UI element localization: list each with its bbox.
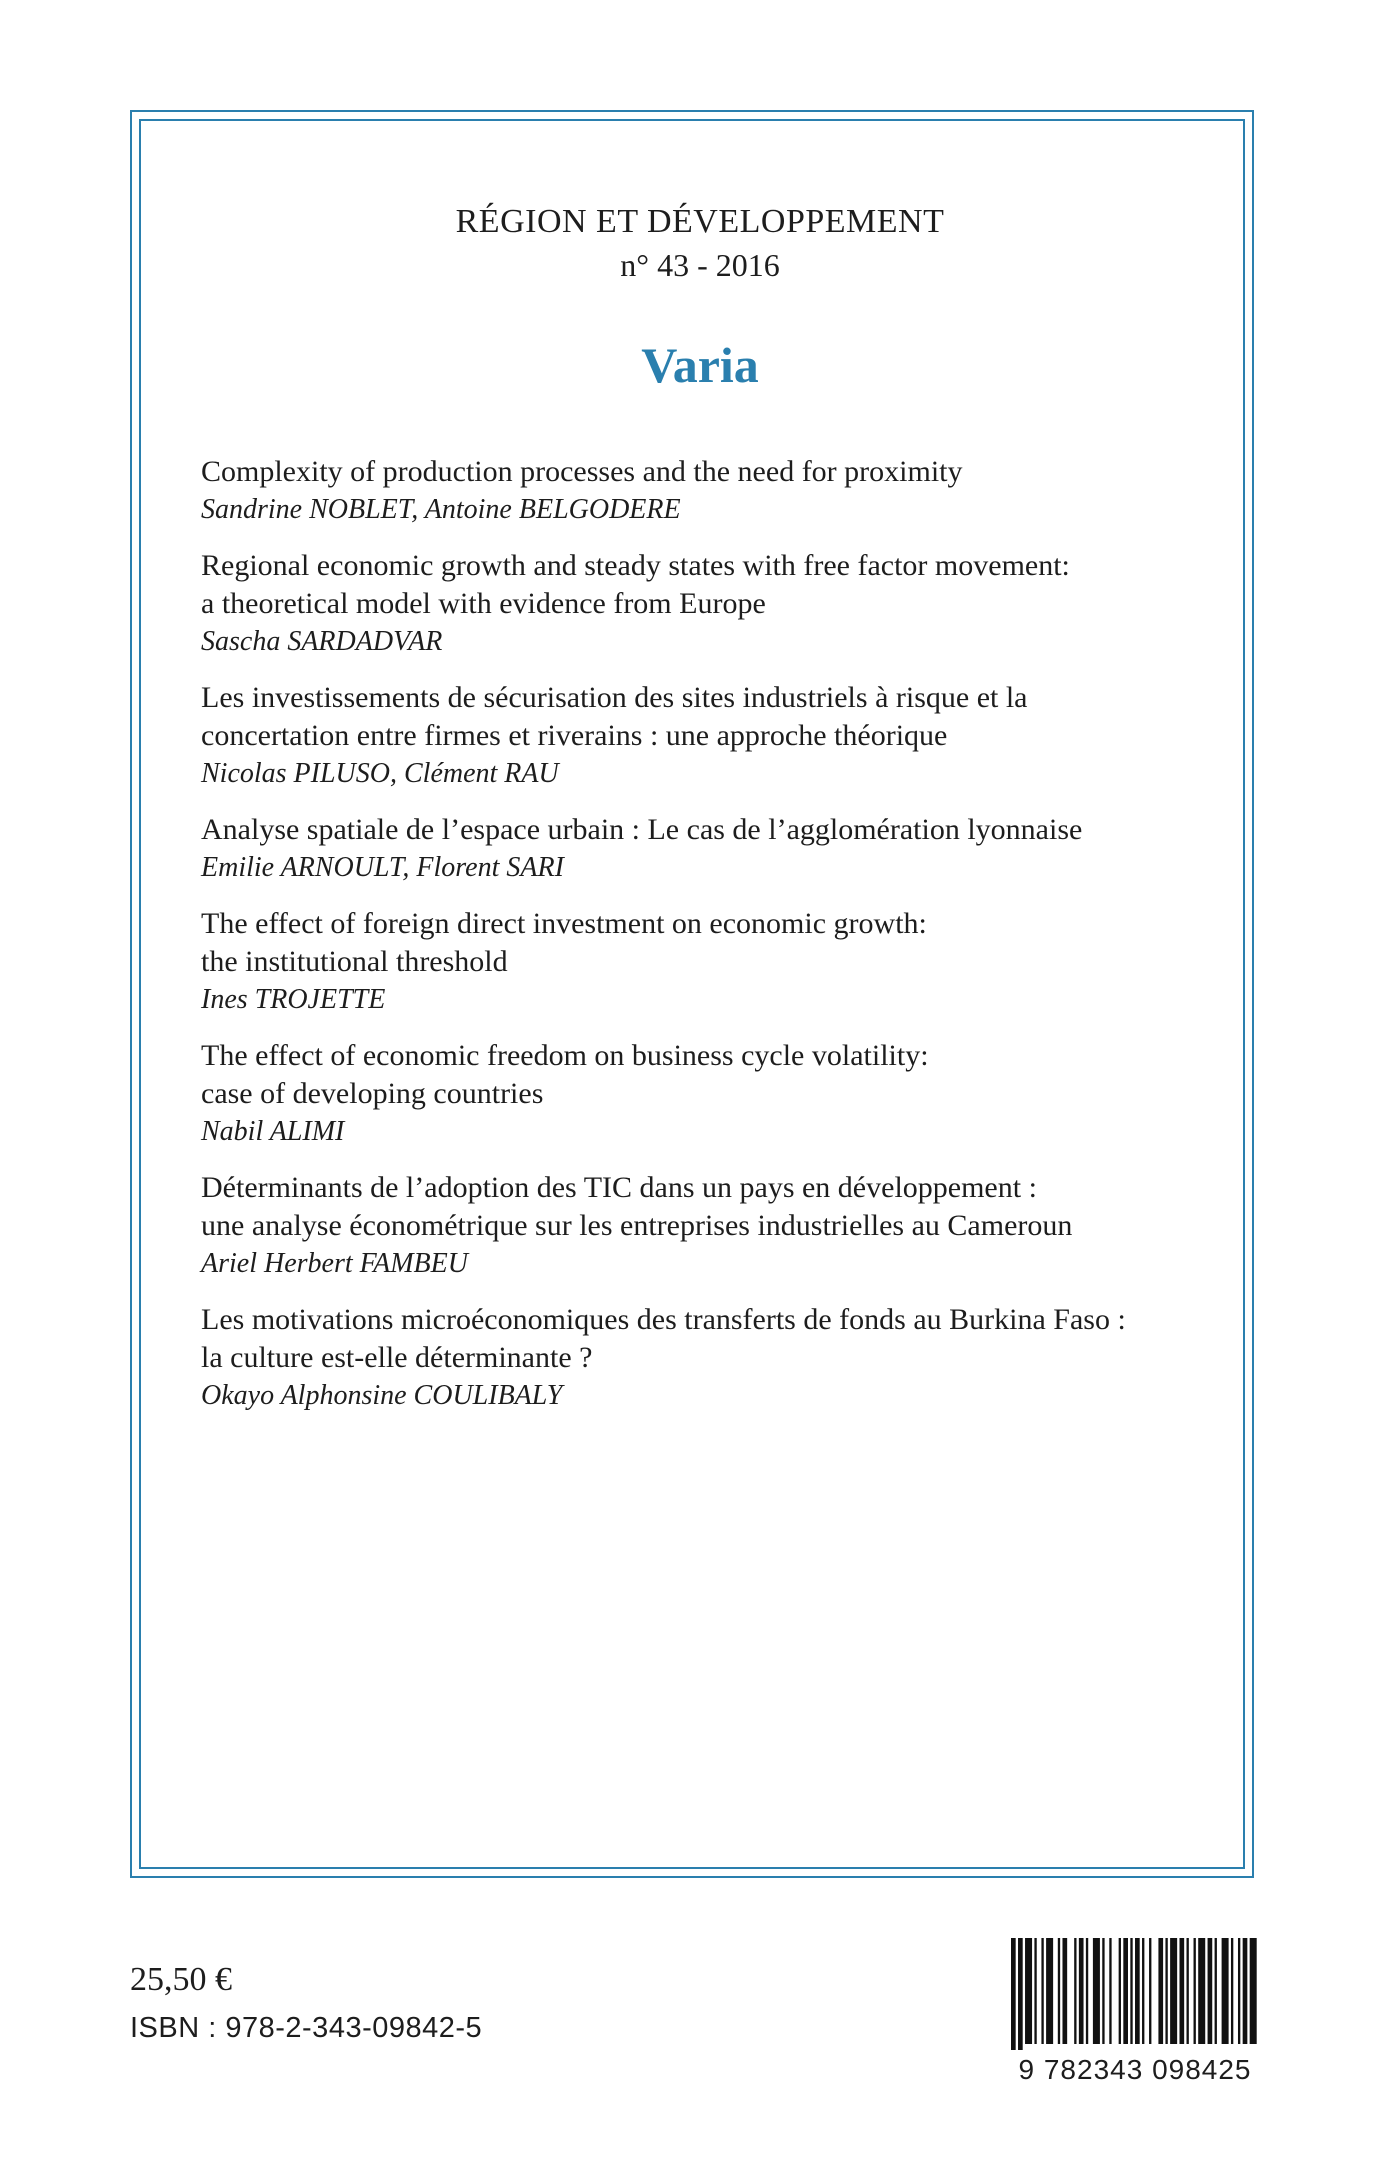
article-title: Complexity of production processes and the need for proximity bbox=[201, 455, 963, 488]
isbn: ISBN : 978-2-343-09842-5 bbox=[130, 2012, 483, 2044]
barcode-bar bbox=[1170, 1938, 1177, 2044]
contents-entry bbox=[201, 905, 1201, 1019]
barcode-bar bbox=[1086, 1938, 1088, 2044]
barcode-bar bbox=[1119, 1938, 1121, 2044]
barcode-digits: 9 782343 098425 bbox=[1018, 2054, 1252, 2085]
article-title: Déterminants de l’adoption des TIC dans un pays en développement : une analyse économétrique sur les entreprises industrielles au Cameroun bbox=[201, 1171, 1073, 1242]
article-authors: Nabil ALIMI bbox=[201, 1116, 345, 1147]
contents-entry bbox=[201, 811, 1201, 887]
price: 25,50 € bbox=[130, 1961, 232, 1998]
barcode-bar bbox=[1158, 1938, 1163, 2044]
barcode-bar bbox=[1062, 1938, 1067, 2044]
barcode-bar bbox=[1231, 1938, 1233, 2044]
barcode-bar bbox=[1238, 1938, 1240, 2044]
article-authors: Nicolas PILUSO, Clément RAU bbox=[201, 758, 559, 789]
article-title: Les investissements de sécurisation des sites industriels à risque et la concertation entre firmes et riverains : une approche théorique bbox=[201, 681, 1028, 752]
barcode-bar bbox=[1102, 1938, 1104, 2044]
article-authors: Ariel Herbert FAMBEU bbox=[201, 1248, 468, 1279]
contents-entry bbox=[201, 1169, 1201, 1283]
barcode-bar bbox=[1109, 1938, 1111, 2044]
article-title: Analyse spatiale de l’espace urbain : Le cas de l’agglomération lyonnaise bbox=[201, 813, 1083, 846]
table-of-contents bbox=[201, 453, 1201, 1433]
contents-entry bbox=[201, 1037, 1201, 1151]
journal-issue: n° 43 - 2016 bbox=[620, 247, 780, 283]
barcode-bar bbox=[1018, 1938, 1023, 2050]
article-title: The effect of economic freedom on business cycle volatility: case of developing countries bbox=[201, 1039, 929, 1110]
article-title: Les motivations microéconomiques des transferts de fonds au Burkina Faso : la culture est-elle déterminante ? bbox=[201, 1303, 1126, 1374]
barcode-bar bbox=[1011, 1938, 1016, 2050]
barcode-bar bbox=[1123, 1938, 1128, 2044]
barcode-bar bbox=[1046, 1938, 1053, 2044]
barcode-bar bbox=[1058, 1938, 1060, 2044]
barcode-icon bbox=[1007, 1938, 1263, 2050]
barcode-bar bbox=[1243, 1938, 1248, 2044]
barcode-bar bbox=[1165, 1938, 1167, 2044]
section-title: Varia bbox=[641, 337, 759, 393]
contents-entry bbox=[201, 453, 1201, 529]
barcode-bar bbox=[1034, 1938, 1036, 2044]
barcode-bar bbox=[1215, 1938, 1217, 2044]
barcode-bar bbox=[1074, 1938, 1076, 2044]
barcode-bar bbox=[1079, 1938, 1084, 2044]
contents-entry bbox=[201, 679, 1201, 793]
barcode-bar bbox=[1194, 1938, 1196, 2044]
article-authors: Emilie ARNOULT, Florent SARI bbox=[201, 852, 564, 883]
article-authors: Ines TROJETTE bbox=[201, 984, 386, 1015]
barcode-bar bbox=[1149, 1938, 1151, 2044]
barcode-bar bbox=[1179, 1938, 1184, 2044]
article-authors: Sandrine NOBLET, Antoine BELGODERE bbox=[201, 494, 681, 525]
barcode-bar bbox=[1187, 1938, 1189, 2044]
barcode-bar bbox=[1250, 1938, 1257, 2044]
article-authors: Okayo Alphonsine COULIBALY bbox=[201, 1380, 563, 1411]
contents-entry bbox=[201, 1301, 1201, 1415]
barcode-bar bbox=[1041, 1938, 1043, 2044]
barcode-bar bbox=[1130, 1938, 1132, 2044]
barcode-bar bbox=[1135, 1938, 1140, 2044]
barcode-bar bbox=[1198, 1938, 1205, 2044]
contents-entry bbox=[201, 547, 1201, 661]
article-title: Regional economic growth and steady states with free factor movement: a theoretical model with evidence from Europe bbox=[201, 549, 1070, 620]
barcode-bar bbox=[1025, 1938, 1032, 2044]
barcode-bar bbox=[1222, 1938, 1229, 2044]
barcode-bar bbox=[1142, 1938, 1144, 2044]
barcode-bar bbox=[1093, 1938, 1100, 2044]
article-title: The effect of foreign direct investment on economic growth: the institutional threshold bbox=[201, 907, 927, 978]
journal-title: RÉGION ET DÉVELOPPEMENT bbox=[455, 203, 945, 240]
barcode-bar bbox=[1208, 1938, 1213, 2044]
article-authors: Sascha SARDADVAR bbox=[201, 626, 443, 657]
